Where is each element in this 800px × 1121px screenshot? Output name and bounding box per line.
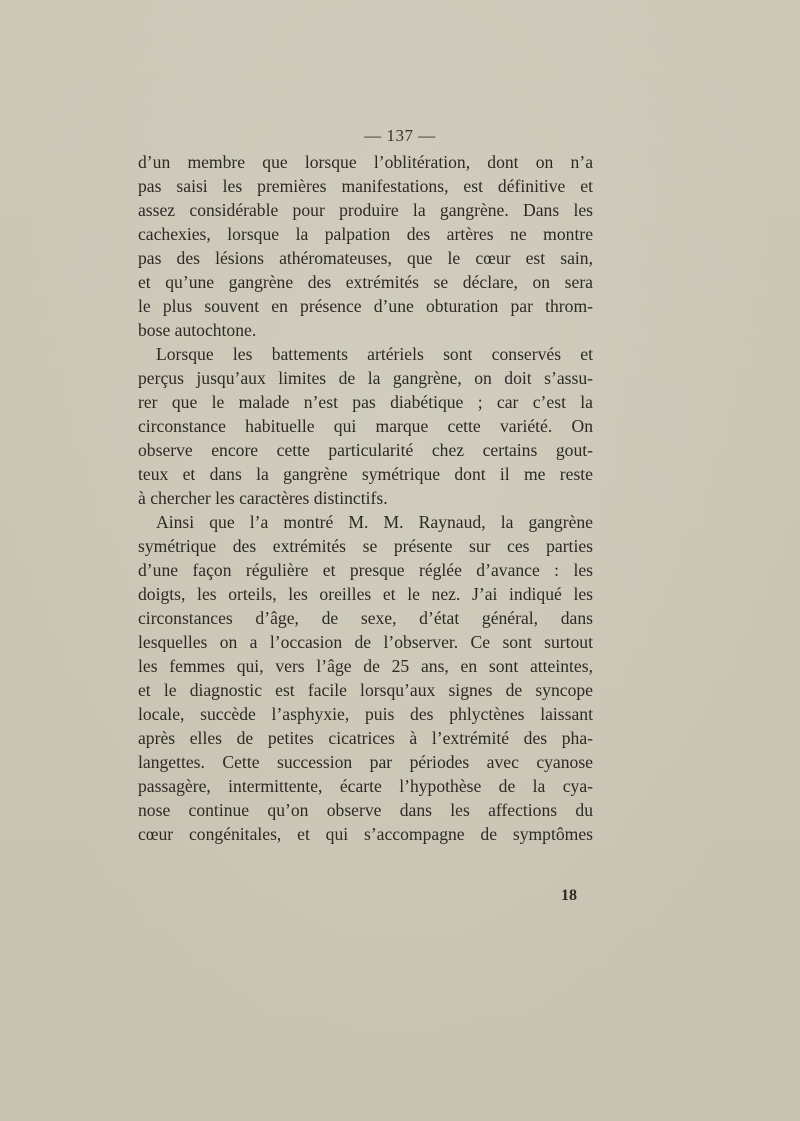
- text-line: circonstance habituelle qui marque cette variété. On: [138, 416, 593, 436]
- text-line: cœur congénitales, et qui s’accompagne de symptômes: [138, 824, 593, 844]
- text-line: cachexies, lorsque la palpation des artères ne montre: [138, 224, 593, 244]
- text-line: Lorsque les battements artériels sont conservés et: [156, 344, 593, 364]
- text-line: doigts, les orteils, les oreilles et le nez. J’ai indiqué les: [138, 584, 593, 604]
- text-line: bose autochtone.: [138, 320, 257, 340]
- text-line: circonstances d’âge, de sexe, d’état général, dans: [138, 608, 593, 628]
- text-line: perçus jusqu’aux limites de la gangrène, on doit s’assu-: [138, 368, 593, 388]
- text-line: teux et dans la gangrène symétrique dont il me reste: [138, 464, 593, 484]
- body-text: [138, 150, 593, 846]
- signature-mark: 18: [561, 887, 577, 904]
- text-line: pas des lésions athéromateuses, que le cœur est sain,: [138, 248, 593, 268]
- text-line: langettes. Cette succession par périodes avec cyanose: [138, 752, 593, 772]
- text-line: d’une façon régulière et presque réglée d’avance : les: [138, 560, 593, 580]
- text-line: observe encore cette particularité chez certains gout-: [138, 440, 593, 460]
- text-line: après elles de petites cicatrices à l’extrémité des pha-: [138, 728, 593, 748]
- text-line: et le diagnostic est facile lorsqu’aux signes de syncope: [138, 680, 593, 700]
- text-line: assez considérable pour produire la gangrène. Dans les: [138, 200, 593, 220]
- text-line: les femmes qui, vers l’âge de 25 ans, en sont atteintes,: [138, 656, 593, 676]
- text-line: Ainsi que l’a montré M. M. Raynaud, la gangrène: [156, 512, 593, 532]
- text-line: pas saisi les premières manifestations, est définitive et: [138, 176, 593, 196]
- page-number: — 137 —: [364, 126, 436, 145]
- text-line: d’un membre que lorsque l’oblitération, dont on n’a: [138, 152, 593, 172]
- text-line: à chercher les caractères distinctifs.: [138, 488, 388, 508]
- text-line: locale, succède l’asphyxie, puis des phlyctènes laissant: [138, 704, 593, 724]
- text-line: passagère, intermittente, écarte l’hypothèse de la cya-: [138, 776, 593, 796]
- text-line: lesquelles on a l’occasion de l’observer. Ce sont surtout: [138, 632, 593, 652]
- text-line: le plus souvent en présence d’une obturation par throm-: [138, 296, 593, 316]
- text-line: symétrique des extrémités se présente sur ces parties: [138, 536, 593, 556]
- text-line: nose continue qu’on observe dans les affections du: [138, 800, 593, 820]
- text-line: et qu’une gangrène des extrémités se déclare, on sera: [138, 272, 593, 292]
- text-line: rer que le malade n’est pas diabétique ; car c’est la: [138, 392, 593, 412]
